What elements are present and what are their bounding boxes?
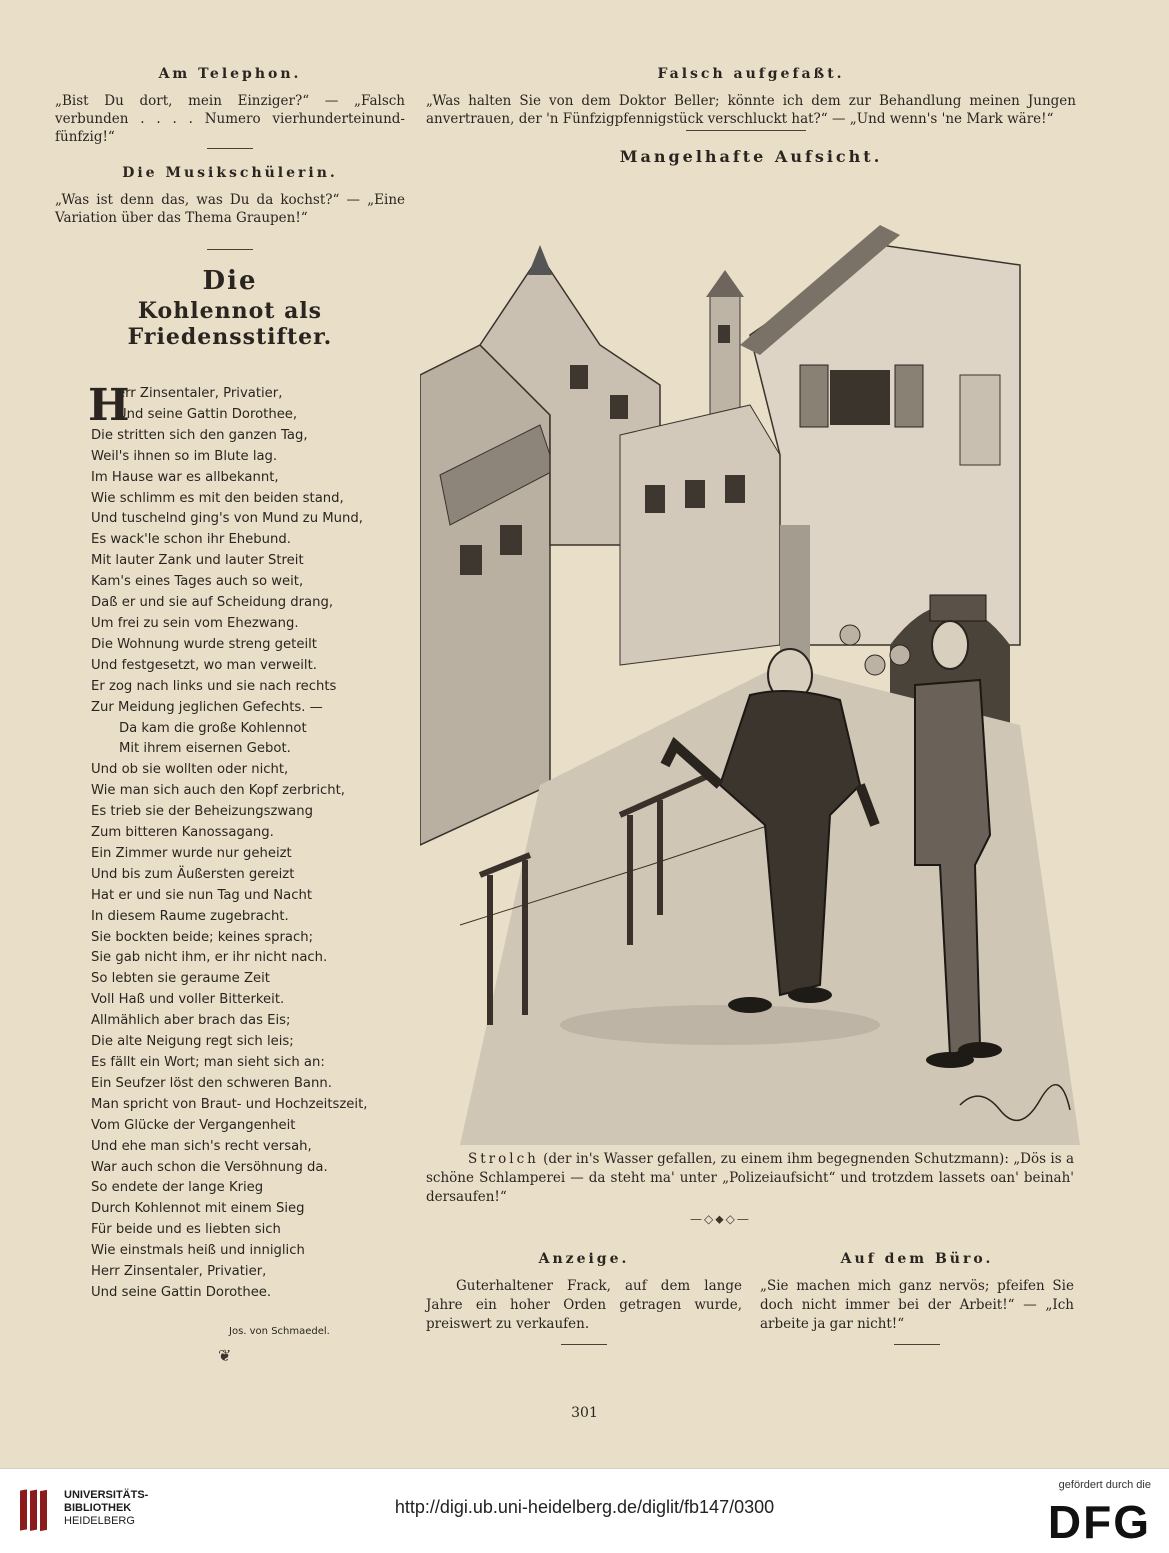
heading-anzeige: Anzeige.	[538, 1251, 630, 1267]
divider	[207, 148, 253, 149]
poem-line: Sie bockten beide; keines sprach;	[91, 929, 314, 945]
poem-title-line2: Kohlennot als Friedensstifter.	[127, 298, 333, 350]
text-falsch: „Was halten Sie von dem Doktor Beller; könnte ich dem zur Behandlung meinen Jungen anvertrauen, der 'n Fünfzigpfennigstück verschluckt hat?“ — „Und wenn's 'ne Mark wäre!“	[426, 93, 1076, 127]
poem-line: err Zinsentaler, Privatier,	[117, 386, 283, 401]
poem-line: Und ob sie wollten oder nicht,	[91, 762, 289, 778]
poem-line: Es wack'le schon ihr Ehebund.	[91, 532, 291, 548]
poem-line: Sie gab nicht ihm, er ihr nicht nach.	[91, 950, 328, 966]
poem-lines	[91, 384, 411, 1304]
ornament-divider-icon: —◇⬥◇—	[690, 1212, 751, 1226]
heading-buero: Auf dem Büro.	[840, 1251, 994, 1267]
poem-body	[88, 380, 411, 1304]
poem-line: Vom Glücke der Vergangenheit	[91, 1117, 296, 1133]
poem-line: Wie man sich auch den Kopf zerbricht,	[91, 783, 345, 799]
section-buero	[760, 1250, 1074, 1361]
poem-line: Zur Meidung jeglichen Gefechts. —	[91, 699, 323, 715]
text-musikschuelerin: „Was ist denn das, was Du da kochst?“ — „Eine Variation über das Thema Graupen!“	[55, 192, 405, 226]
poem-line: Wie schlimm es mit den beiden stand,	[91, 490, 344, 506]
poem-line: Mit ihrem eisernen Gebot.	[119, 741, 291, 757]
divider	[207, 249, 253, 250]
poem-line: Herr Zinsentaler, Privatier,	[91, 1264, 267, 1280]
poem-line: Allmählich aber brach das Eis;	[91, 1013, 291, 1029]
poem-title	[55, 266, 405, 350]
library-line3: HEIDELBERG	[64, 1515, 135, 1527]
poem-line: Da kam die große Kohlennot	[119, 720, 307, 736]
footer-bar	[0, 1468, 1169, 1553]
library-line2: BIBLIOTHEK	[64, 1502, 132, 1514]
heading-musikschuelerin: Die Musikschülerin.	[122, 165, 338, 181]
caption-text: (der in's Wasser gefallen, zu einem ihm begegnenden Schutzmann): „Dös is a schöne Schlamperei — da steht ma' unter „Polizeiaufsicht“ und trotzdem lassets oan' beinah' dersaufen!“	[426, 1151, 1074, 1205]
poem-line: Und seine Gattin Dorothee,	[117, 406, 298, 422]
poem-line: Zum bitteren Kanossagang.	[91, 825, 274, 841]
heading-falsch: Falsch aufgefaßt.	[657, 66, 845, 82]
poem-line: Durch Kohlennot mit einem Sieg	[91, 1201, 305, 1217]
poem-line: Daß er und sie auf Scheidung drang,	[91, 595, 334, 611]
section-anzeige	[426, 1250, 742, 1361]
poem-author: Jos. von Schmaedel.	[229, 1326, 330, 1337]
poem-line: Im Hause war es allbekannt,	[91, 469, 279, 485]
poem-line: Und festgesetzt, wo man verweilt.	[91, 657, 317, 673]
heading-mangelhafte-aufsicht: Mangelhafte Aufsicht.	[619, 147, 883, 166]
library-line1: UNIVERSITÄTS-	[64, 1489, 149, 1501]
poem-line: Und bis zum Äußersten gereizt	[91, 866, 295, 882]
poem-line: Man spricht von Braut- und Hochzeitszeit,	[91, 1096, 368, 1112]
poem-line: Ein Zimmer wurde nur geheizt	[91, 845, 292, 861]
poem-line: Für beide und es liebten sich	[91, 1222, 281, 1238]
poem-line: Ein Seufzer löst den schweren Bann.	[91, 1075, 332, 1091]
poem-line: Es trieb sie der Beheizungszwang	[91, 804, 313, 820]
poem-line: Und ehe man sich's recht versah,	[91, 1138, 312, 1154]
poem-line: Er zog nach links und sie nach rechts	[91, 678, 337, 694]
poem-line: Um frei zu sein vom Ehezwang.	[91, 615, 299, 631]
poem-line: Die stritten sich den ganzen Tag,	[91, 427, 308, 443]
divider	[894, 1344, 940, 1345]
poem-title-line1: Die	[202, 266, 258, 296]
ornament-icon: ❦	[218, 1346, 232, 1365]
illustration	[420, 225, 1080, 1145]
poem-line: In diesem Raume zugebracht.	[91, 908, 289, 924]
heading-telephon: Am Telephon.	[158, 66, 302, 82]
text-telephon: „Bist Du dort, mein Einziger?“ — „Falsch verbunden . . . . Numero vierhunderteinund-fünfzig!“	[55, 93, 405, 145]
left-column	[55, 66, 405, 350]
divider	[686, 130, 806, 131]
text-buero: „Sie machen mich ganz nervös; pfeifen Sie doch nicht immer bei der Arbeit!“ — „Ich arbeite ja gar nicht!“	[760, 1278, 1074, 1332]
poem-line: Und seine Gattin Dorothee.	[91, 1284, 272, 1300]
poem-line: Die Wohnung wurde streng geteilt	[91, 636, 317, 652]
poem-line: Kam's eines Tages auch so weit,	[91, 574, 304, 590]
poem-line: War auch schon die Versöhnung da.	[91, 1159, 328, 1175]
poem-line: Mit lauter Zank und lauter Streit	[91, 553, 304, 569]
poem-line: Es fällt ein Wort; man sieht sich an:	[91, 1055, 325, 1070]
poem-line: So lebten sie geraume Zeit	[91, 971, 270, 987]
poem-line: Die alte Neigung regt sich leis;	[91, 1034, 294, 1050]
permalink[interactable]: http://digi.ub.uni-heidelberg.de/diglit/fb147/0300	[394, 1497, 775, 1517]
poem-dropcap: H	[88, 380, 130, 431]
poem-line: Hat er und sie nun Tag und Nacht	[91, 887, 312, 903]
funded-by-label: gefördert durch die	[1058, 1479, 1151, 1491]
poem-line: So endete der lange Krieg	[91, 1180, 264, 1196]
page-number: 301	[571, 1405, 598, 1421]
text-anzeige: Guterhaltener Frack, auf dem lange Jahre ein hoher Orden getragen wurde, preiswert zu verkaufen.	[426, 1278, 742, 1332]
poem-line: Voll Haß und voller Bitterkeit.	[91, 992, 285, 1008]
dfg-logo[interactable]: DFG	[1047, 1496, 1151, 1548]
illustration-caption	[426, 1150, 1074, 1207]
poem-line: Und tuschelnd ging's von Mund zu Mund,	[91, 511, 363, 527]
poem-line: Weil's ihnen so im Blute lag.	[91, 448, 278, 464]
caption-speaker: Strolch	[468, 1151, 539, 1167]
right-column	[426, 66, 1076, 176]
divider	[561, 1344, 607, 1345]
poem-line: Wie einstmals heiß und inniglich	[91, 1243, 305, 1259]
